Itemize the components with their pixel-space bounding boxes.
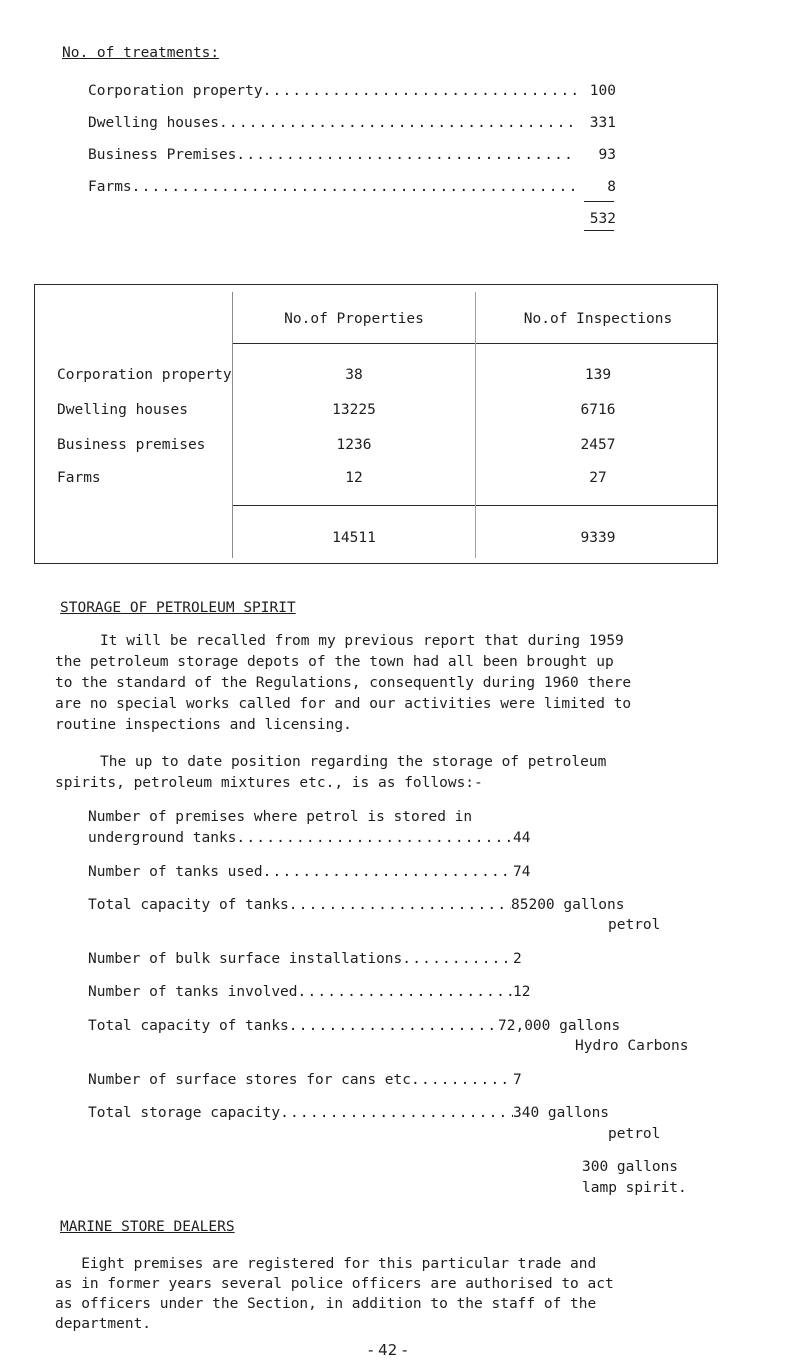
table-row-label: Farms: [57, 470, 101, 486]
table-cell-inspections: 6716: [580, 402, 616, 418]
storage-item-label: underground tanks: [88, 830, 237, 846]
table-border-bottom: [34, 563, 718, 564]
table-row-label: Corporation property: [57, 367, 232, 383]
storage-item-value: 74: [513, 864, 531, 880]
leader-dots: [280, 1106, 513, 1121]
storage-item-value: 12: [513, 984, 531, 1000]
storage-item-label: Number of tanks involved: [88, 984, 298, 1000]
petroleum-para2-line: The up to date position regarding the storage of petroleum: [100, 754, 607, 770]
table-total-properties: 14511: [332, 530, 376, 546]
storage-item-sub: 300 gallons: [582, 1159, 679, 1175]
storage-item-label: Total capacity of tanks: [88, 1018, 289, 1034]
storage-item-total-storage-capacity: [88, 1106, 708, 1121]
marine-para-line: department.: [55, 1316, 152, 1332]
storage-item-label: Number of tanks used: [88, 864, 263, 880]
petroleum-para2-line: spirits, petroleum mixtures etc., is as follows:-: [55, 775, 483, 791]
treatment-row-farms: [88, 180, 616, 195]
treatment-row-dwelling: [88, 116, 616, 131]
storage-item-label: Number of bulk surface installations: [88, 951, 403, 967]
leader-dots: [219, 116, 576, 131]
storage-item-total-capacity-petrol: [88, 898, 708, 913]
petroleum-para1-line: to the standard of the Regulations, consequently during 1960 there: [55, 675, 632, 691]
storage-item-total-capacity-hydrocarbons: [88, 1019, 708, 1034]
leader-dots: [236, 831, 513, 846]
leader-dots: [411, 1073, 513, 1088]
treatment-value: 100: [589, 83, 616, 99]
petroleum-para1-line: the petroleum storage depots of the town had all been brought up: [55, 654, 614, 670]
leader-dots: [289, 1019, 498, 1034]
table-total-inspections: 9339: [580, 530, 616, 546]
treatments-total: 532: [589, 211, 616, 227]
header-properties: No.of Properties: [284, 311, 424, 327]
marine-heading: MARINE STORE DEALERS: [60, 1219, 235, 1235]
marine-para-line: Eight premises are registered for this particular trade and: [55, 1256, 597, 1272]
storage-item-value: 72,000 gallons: [498, 1018, 621, 1034]
column-separator-1: [232, 292, 233, 558]
storage-item-tanks-involved: [88, 985, 608, 1000]
treatment-row-corporation: [88, 84, 616, 99]
storage-item-surface-stores: [88, 1073, 608, 1088]
table-border-top: [34, 284, 718, 285]
marine-para-line: as in former years several police officers are authorised to act: [55, 1276, 614, 1292]
total-rule-bottom: [584, 230, 614, 231]
treatment-value: 93: [598, 147, 616, 163]
total-rule-top: [584, 201, 614, 202]
storage-item-label: Number of premises where petrol is stored in: [88, 809, 473, 825]
table-cell-properties: 1236: [336, 437, 372, 453]
storage-item-value: 44: [513, 830, 531, 846]
treatment-label: Corporation property: [88, 83, 263, 99]
petroleum-para1-line: are no special works called for and our activities were limited to: [55, 696, 632, 712]
storage-item-bulk-installations: [88, 952, 608, 967]
treatment-label: Business Premises: [88, 147, 237, 163]
table-cell-inspections: 2457: [580, 437, 616, 453]
leader-dots: [298, 985, 513, 1000]
petroleum-para1-line: routine inspections and licensing.: [55, 717, 352, 733]
treatment-label: Farms: [88, 179, 132, 195]
page-number: - 42 -: [368, 1341, 408, 1359]
storage-item-sub: Hydro Carbons: [575, 1038, 689, 1054]
storage-item-label: Total storage capacity: [88, 1105, 281, 1121]
leader-dots: [132, 180, 576, 195]
marine-para-line: as officers under the Section, in addition to the staff of the: [55, 1296, 597, 1312]
treatments-heading: No. of treatments:: [62, 45, 220, 61]
treatment-row-business: [88, 148, 616, 163]
table-row-label: Dwelling houses: [57, 402, 188, 418]
table-cell-inspections: 139: [584, 367, 612, 383]
leader-dots: [263, 865, 513, 880]
table-cell-inspections: 27: [589, 470, 607, 486]
storage-item-sub: petrol: [608, 917, 661, 933]
storage-item-sub: lamp spirit.: [582, 1180, 687, 1196]
treatment-label: Dwelling houses: [88, 115, 219, 131]
column-separator-2: [475, 292, 476, 558]
storage-item-sub: petrol: [608, 1126, 661, 1142]
header-inspections: No.of Inspections: [523, 311, 673, 327]
leader-dots: [289, 898, 511, 913]
leader-dots: [236, 148, 576, 163]
storage-item-underground: [88, 831, 608, 846]
storage-item-tanks-used: [88, 865, 608, 880]
storage-item-value: 2: [513, 951, 522, 967]
table-cell-properties: 38: [345, 367, 363, 383]
table-cell-properties: 12: [345, 470, 363, 486]
leader-dots: [263, 84, 576, 99]
storage-item-value: 85200 gallons: [511, 897, 625, 913]
storage-item-label: Total capacity of tanks: [88, 897, 289, 913]
table-row-label: Business premises: [57, 437, 206, 453]
leader-dots: [402, 952, 513, 967]
treatment-value: 8: [607, 179, 616, 195]
table-border-left: [34, 284, 35, 564]
storage-item-value: 7: [513, 1072, 522, 1088]
table-cell-properties: 13225: [332, 402, 376, 418]
petroleum-para1-line: It will be recalled from my previous report that during 1959: [100, 633, 624, 649]
treatment-value: 331: [589, 115, 616, 131]
storage-item-label: Number of surface stores for cans etc: [88, 1072, 412, 1088]
storage-item-value: 340 gallons: [513, 1105, 610, 1121]
petroleum-heading: STORAGE OF PETROLEUM SPIRIT: [60, 600, 296, 616]
